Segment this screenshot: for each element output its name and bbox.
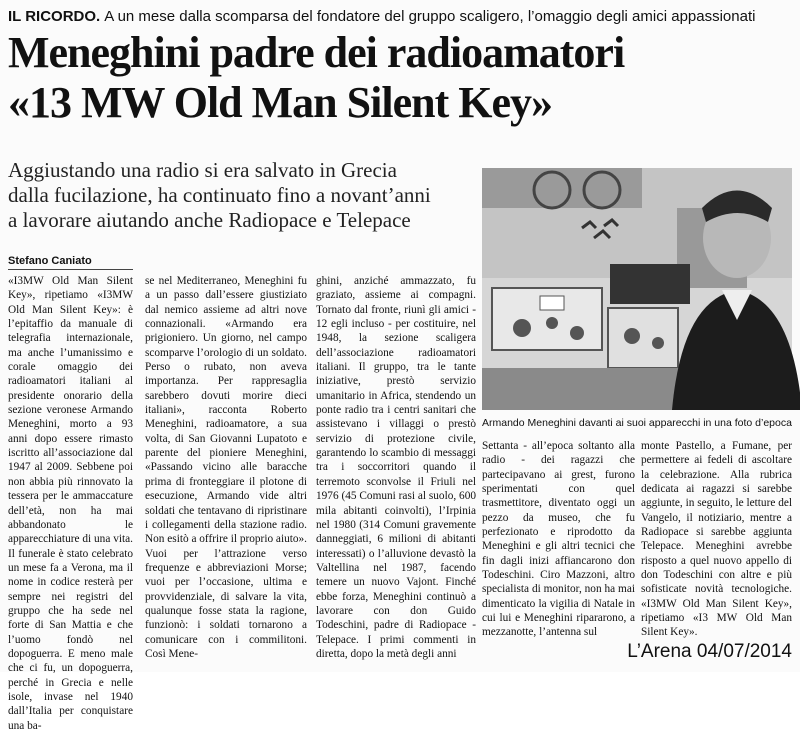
article-column-2 (145, 274, 307, 660)
subheadline (8, 158, 468, 233)
headline-line-1: Meneghini padre dei radioamatori (8, 28, 625, 77)
article-column-5 (641, 439, 792, 639)
byline-rule (8, 269, 133, 270)
kicker-label: IL RICORDO. (8, 8, 101, 25)
column-5-text: monte Pastello, a Fumane, per permettere ai fedeli di ascoltare la celebrazione. Alla rubrica dedicata ai ragazzi si sarebbe aggiunte, in seguito, le letture del Vangelo, il notiziario, mentre a Radiopace si sarebbe aggiunta Telepace. Meneghini avrebbe risposto a quel nuovo appello di don Todeschini con altre e più sofisticate novità tecnologiche. «I3MW Old Man Silent Key», ripetiamo «I3 MW Old Man Silent Key». (641, 440, 792, 639)
photo-illustration (482, 168, 792, 410)
subhead-line-2: dalla fucilazione, ha continuato fino a novant’anni (8, 183, 431, 207)
column-3-text: ghini, anziché ammazzato, fu graziato, assieme ai compagni. Tornato dal fronte, riunì gli amici - 12 egli incluso - per costituire, nel 1948, la sezione scaligera dell’associazione radioamatori italiani. Il gruppo, tra le tante iniziative, prestò servizio umanitario in Africa, stendendo un ponte radio tra i centri sanitari che assistevano i villaggi o prestò servizio di protezione civile, garantendo lo scambio di messaggi tra i soccorritori quando il terremoto sconvolse il Friuli nel 1976 (45 Comuni rasi al suolo, 600 mila abitanti coinvolti), l’Irpinia nel 1980 (314 Comuni gravemente danneggiati, 6 milioni di abitanti interessati) o l’alluvione devastò la Valtellina nel 1987, facendo temere un nuovo Vajont. Finché ebbe forza, Meneghini continuò a lavorare con don Guido Todeschini, padre di Radiopace - Telepace. I primi commenti in diretta, dopo la metà degli anni (316, 275, 476, 660)
column-2-text: se nel Mediterraneo, Meneghini fu a un passo dall’essere giustiziato dal nemico assieme ad altri nove connazionali. «Armando era prigioniero. Un giorno, nel campo scomparve l’orologio di un soldato. Perso o rubato, non aveva importanza. Per rappresaglia sarebbero dovuti morire dieci italiani», racconta Roberto Meneghini, radioamatore, a sua volta, di San Giovanni Lupatoto e parente del pioniere Meneghini, «Passando vicino alle baracche prima di fronteggiare il plotone di esecuzione, Armando vide altri soldati che tentavano di ripristinare i collegamenti della stazione radio. Non esitò a offrire il proprio aiuto». Vuoi per l’attrazione verso frequenze e abbreviazioni Morse; vuoi per l’occasione, ultima e provvidenziale, di salvare la vita, qualunque fosse stata la ragione, funzionò: i soldati tornarono a comunicare con i commilitoni. Così Mene- (145, 275, 307, 660)
subhead-line-3: a lavorare aiutando anche Radiopace e Telepace (8, 208, 411, 232)
article-column-1 (8, 274, 133, 732)
byline: Stefano Caniato (8, 255, 92, 267)
kicker-text: A un mese dalla scomparsa del fondatore del gruppo scaligero, l’omaggio degli amici appassionati (104, 8, 756, 25)
subhead-line-1: Aggiustando una radio si era salvato in Grecia (8, 158, 397, 182)
column-4-text: Settanta - all’epoca soltanto alla radio - dei ragazzi che partecipavano ai grest, furono sperimentati con quel trasmettitore, diventato oggi un pezzo da museo, che fu perfezionato e riprodotto da Meneghini e gli altri tecnici che fin dagli inizi affiancarono don Todeschini. Ciro Mazzoni, altro specialista di monitor, non ha mai dimenticato la vigilia di Natale in cui lui e Meneghini ripararono, a mezzanotte, l’antenna sul (482, 440, 635, 639)
column-1-text: «I3MW Old Man Silent Key», ripetiamo «I3MW Old Man Silent Key»: è l’epitaffio da manuale di telegrafia internazionale, ma anche l’umanissimo e corale omaggio dei radioamatori italiani al presidente onorario della sezione veronese Armando Meneghini, morto a 93 anni dopo essere rimasto iscritto all’associazione dal 1947 al 2009. Sebbene poi non abbia più rinnovato la tessera per le ammaccature dell’età, non ha mai abbandonato le apparecchiature di una vita. Il funerale è stato celebrato un mese fa a Verona, ma il nome in codice resterà per sempre nei registri del gruppo che ha sede nel forte di San Mattia e che l’uomo fondò nel dopoguerra. E meno male che ci fu, un dopoguerra, perché in Grecia e nelle isole, invase nel 1940 dall’Italia per conquistare una ba- (8, 275, 133, 732)
photo-caption: Armando Meneghini davanti ai suoi apparecchi in una foto d’epoca (482, 417, 792, 429)
article-column-4 (482, 439, 635, 639)
headline-line-2: «13 MW Old Man Silent Key» (8, 78, 552, 127)
kicker (8, 6, 792, 28)
article-photo (482, 168, 792, 410)
article-column-3 (316, 274, 476, 660)
source-stamp: L’Arena 04/07/2014 (627, 641, 792, 662)
